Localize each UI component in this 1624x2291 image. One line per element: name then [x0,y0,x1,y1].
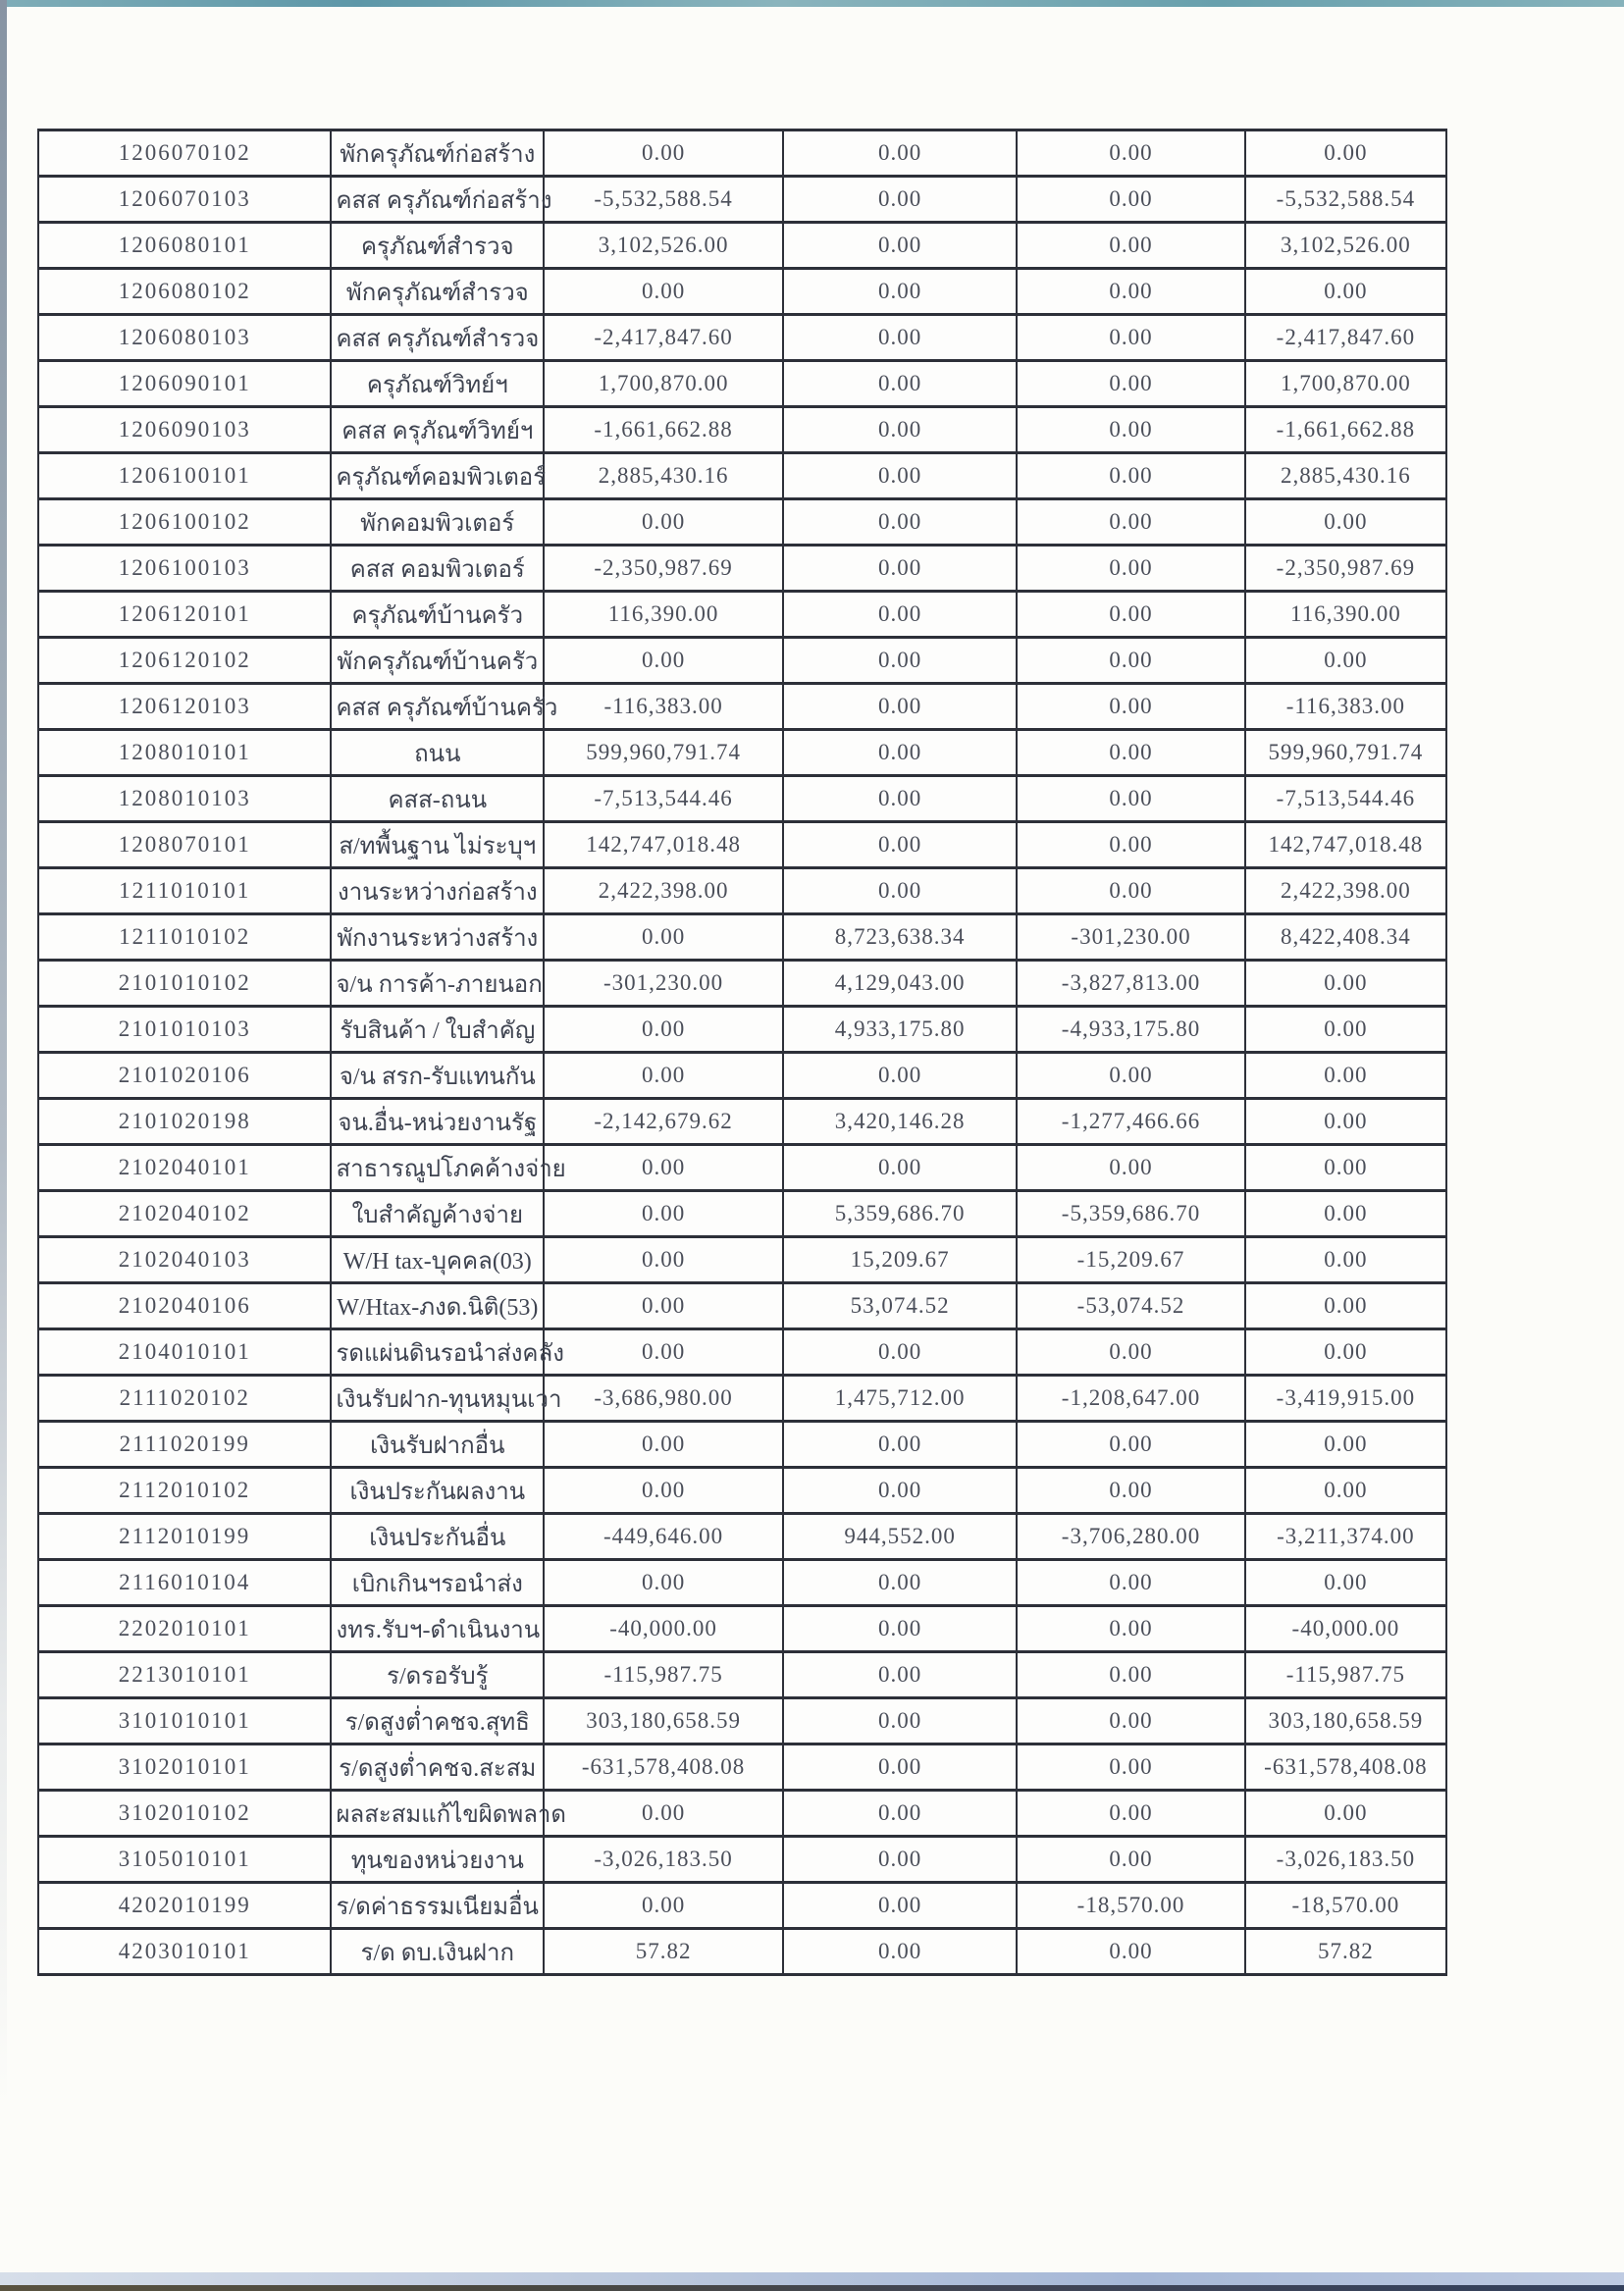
account-code-cell: 1206070103 [38,177,331,223]
amount-4-cell: 303,180,658.59 [1245,1698,1446,1744]
amount-3-cell: -1,277,466.66 [1017,1099,1244,1145]
account-name-cell: W/H tax-บุคคล(03) [331,1237,544,1283]
amount-2-cell: 8,723,638.34 [783,914,1017,961]
account-code-cell: 2102040102 [38,1191,331,1237]
account-name-cell: ใบสำคัญค้างจ่าย [331,1191,544,1237]
amount-2-cell: 0.00 [783,1791,1017,1837]
account-code-cell: 1206080101 [38,223,331,269]
account-code-cell: 2102040101 [38,1145,331,1191]
amount-4-cell: -115,987.75 [1245,1652,1446,1698]
account-name-cell: พักครุภัณฑ์สำรวจ [331,269,544,315]
amount-1-cell: -2,142,679.62 [544,1099,783,1145]
account-code-cell: 3101010101 [38,1698,331,1744]
amount-2-cell: 0.00 [783,822,1017,868]
account-code-cell: 2112010199 [38,1514,331,1560]
amount-3-cell: 0.00 [1017,1145,1244,1191]
account-name-cell: ถนน [331,730,544,776]
account-code-cell: 2102040106 [38,1283,331,1329]
amount-3-cell: 0.00 [1017,1606,1244,1652]
amount-1-cell: 0.00 [544,1237,783,1283]
amount-4-cell: -40,000.00 [1245,1606,1446,1652]
table-row [38,1929,1446,1975]
amount-3-cell: 0.00 [1017,130,1244,177]
amount-2-cell: 0.00 [783,269,1017,315]
amount-3-cell: 0.00 [1017,546,1244,592]
account-name-cell: ร/ด ดบ.เงินฝาก [331,1929,544,1975]
amount-4-cell: -18,570.00 [1245,1883,1446,1929]
amount-4-cell: 2,885,430.16 [1245,453,1446,499]
amount-4-cell: 116,390.00 [1245,592,1446,638]
amount-2-cell: 0.00 [783,638,1017,684]
amount-4-cell: 0.00 [1245,961,1446,1007]
amount-1-cell: 0.00 [544,638,783,684]
amount-1-cell: 116,390.00 [544,592,783,638]
table-row [38,1007,1446,1053]
amount-1-cell: -2,417,847.60 [544,315,783,361]
account-code-cell: 2102040103 [38,1237,331,1283]
scanner-band-bottom [0,2272,1624,2285]
amount-1-cell: -301,230.00 [544,961,783,1007]
account-name-cell: คสส ครุภัณฑ์ก่อสร้าง [331,177,544,223]
account-name-cell: เงินประกันผลงาน [331,1468,544,1514]
account-name-cell: งทร.รับฯ-ดำเนินงาน [331,1606,544,1652]
amount-4-cell: 1,700,870.00 [1245,361,1446,407]
account-code-cell: 3102010102 [38,1791,331,1837]
amount-1-cell: 0.00 [544,1053,783,1099]
table-row [38,730,1446,776]
amount-3-cell: -15,209.67 [1017,1237,1244,1283]
table-row [38,1053,1446,1099]
account-name-cell: เบิกเกินฯรอนำส่ง [331,1560,544,1606]
amount-4-cell: 0.00 [1245,1283,1446,1329]
amount-2-cell: 0.00 [783,1698,1017,1744]
account-name-cell: สาธารณูปโภคค้างจ่าย [331,1145,544,1191]
account-name-cell: ร/ดค่าธรรมเนียมอื่น [331,1883,544,1929]
account-name-cell: รดแผ่นดินรอนำส่งคลัง [331,1329,544,1376]
amount-2-cell: 0.00 [783,453,1017,499]
amount-2-cell: 0.00 [783,868,1017,914]
account-code-cell: 4202010199 [38,1883,331,1929]
amount-1-cell: 0.00 [544,1883,783,1929]
amount-1-cell: -2,350,987.69 [544,546,783,592]
table-row [38,914,1446,961]
amount-4-cell: -3,026,183.50 [1245,1837,1446,1883]
amount-1-cell: 303,180,658.59 [544,1698,783,1744]
amount-4-cell: 0.00 [1245,1791,1446,1837]
account-code-cell: 1208010103 [38,776,331,822]
account-name-cell: ร/ดรอรับรู้ [331,1652,544,1698]
account-code-cell: 1206120101 [38,592,331,638]
amount-4-cell: -116,383.00 [1245,684,1446,730]
amount-3-cell: -3,706,280.00 [1017,1514,1244,1560]
amount-2-cell: 0.00 [783,1883,1017,1929]
table-row [38,1237,1446,1283]
amount-3-cell: 0.00 [1017,730,1244,776]
amount-2-cell: 0.00 [783,1744,1017,1791]
table-row [38,407,1446,453]
account-code-cell: 1206100101 [38,453,331,499]
amount-3-cell: 0.00 [1017,499,1244,546]
amount-4-cell: 0.00 [1245,130,1446,177]
amount-4-cell: 0.00 [1245,1329,1446,1376]
amount-2-cell: 0.00 [783,1837,1017,1883]
amount-1-cell: 599,960,791.74 [544,730,783,776]
account-code-cell: 1211010101 [38,868,331,914]
table-row [38,1283,1446,1329]
account-code-cell: 2101010102 [38,961,331,1007]
amount-3-cell: 0.00 [1017,1837,1244,1883]
amount-4-cell: 3,102,526.00 [1245,223,1446,269]
account-name-cell: พักคอมพิวเตอร์ [331,499,544,546]
account-code-cell: 3105010101 [38,1837,331,1883]
amount-2-cell: 4,933,175.80 [783,1007,1017,1053]
amount-2-cell: 0.00 [783,499,1017,546]
amount-4-cell: 0.00 [1245,1560,1446,1606]
amount-3-cell: 0.00 [1017,822,1244,868]
amount-1-cell: -5,532,588.54 [544,177,783,223]
amount-3-cell: 0.00 [1017,1744,1244,1791]
amount-2-cell: 0.00 [783,223,1017,269]
amount-2-cell: 1,475,712.00 [783,1376,1017,1422]
amount-3-cell: 0.00 [1017,1560,1244,1606]
table-row [38,499,1446,546]
amount-2-cell: 0.00 [783,407,1017,453]
table-row [38,1652,1446,1698]
amount-1-cell: -115,987.75 [544,1652,783,1698]
amount-1-cell: 0.00 [544,1283,783,1329]
amount-4-cell: 0.00 [1245,1007,1446,1053]
amount-3-cell: 0.00 [1017,1791,1244,1837]
amount-3-cell: -53,074.52 [1017,1283,1244,1329]
table-row [38,315,1446,361]
account-code-cell: 1208010101 [38,730,331,776]
amount-4-cell: 0.00 [1245,499,1446,546]
table-row [38,1468,1446,1514]
amount-2-cell: 0.00 [783,1145,1017,1191]
amount-2-cell: 3,420,146.28 [783,1099,1017,1145]
amount-1-cell: -631,578,408.08 [544,1744,783,1791]
account-name-cell: ผลสะสมแก้ไขผิดพลาด [331,1791,544,1837]
table-row [38,1145,1446,1191]
account-code-cell: 2116010104 [38,1560,331,1606]
account-code-cell: 3102010101 [38,1744,331,1791]
account-name-cell: W/Htax-ภงด.นิติ(53) [331,1283,544,1329]
amount-1-cell: 0.00 [544,1422,783,1468]
amount-2-cell: 0.00 [783,1422,1017,1468]
scanner-edge-top [0,0,1624,7]
amount-1-cell: 0.00 [544,499,783,546]
account-name-cell: คสส คอมพิวเตอร์ [331,546,544,592]
table-row [38,1422,1446,1468]
amount-4-cell: 0.00 [1245,638,1446,684]
table-row [38,1514,1446,1560]
amount-3-cell: 0.00 [1017,1698,1244,1744]
amount-4-cell: -5,532,588.54 [1245,177,1446,223]
table-row [38,223,1446,269]
amount-2-cell: 0.00 [783,776,1017,822]
account-name-cell: ส/ทพื้นฐาน ไม่ระบุฯ [331,822,544,868]
account-name-cell: พักงานระหว่างสร้าง [331,914,544,961]
amount-3-cell: 0.00 [1017,1468,1244,1514]
account-code-cell: 2104010101 [38,1329,331,1376]
amount-2-cell: 0.00 [783,1468,1017,1514]
amount-2-cell: 5,359,686.70 [783,1191,1017,1237]
account-name-cell: พักครุภัณฑ์บ้านครัว [331,638,544,684]
account-name-cell: จ/น การค้า-ภายนอก [331,961,544,1007]
amount-3-cell: 0.00 [1017,684,1244,730]
amount-4-cell: 0.00 [1245,1053,1446,1099]
amount-1-cell: 142,747,018.48 [544,822,783,868]
amount-1-cell: -40,000.00 [544,1606,783,1652]
amount-2-cell: 0.00 [783,1560,1017,1606]
amount-3-cell: 0.00 [1017,223,1244,269]
amount-3-cell: -3,827,813.00 [1017,961,1244,1007]
account-code-cell: 2101010103 [38,1007,331,1053]
account-name-cell: เงินประกันอื่น [331,1514,544,1560]
table-row [38,1744,1446,1791]
amount-1-cell: 0.00 [544,914,783,961]
amount-3-cell: 0.00 [1017,1329,1244,1376]
account-code-cell: 2101020198 [38,1099,331,1145]
amount-1-cell: 2,422,398.00 [544,868,783,914]
account-code-cell: 1206120102 [38,638,331,684]
amount-2-cell: 944,552.00 [783,1514,1017,1560]
amount-2-cell: 4,129,043.00 [783,961,1017,1007]
table-row [38,130,1446,177]
amount-1-cell: -449,646.00 [544,1514,783,1560]
amount-4-cell: 0.00 [1245,269,1446,315]
account-name-cell: ครุภัณฑ์คอมพิวเตอร์ [331,453,544,499]
table-row [38,1376,1446,1422]
amount-2-cell: 0.00 [783,130,1017,177]
table-row [38,361,1446,407]
amount-1-cell: 57.82 [544,1929,783,1975]
amount-1-cell: -1,661,662.88 [544,407,783,453]
account-name-cell: งานระหว่างก่อสร้าง [331,868,544,914]
account-code-cell: 2111020199 [38,1422,331,1468]
account-code-cell: 1206100102 [38,499,331,546]
amount-2-cell: 15,209.67 [783,1237,1017,1283]
table-row [38,453,1446,499]
amount-2-cell: 0.00 [783,1652,1017,1698]
table-row [38,177,1446,223]
amount-3-cell: 0.00 [1017,868,1244,914]
table-row [38,1791,1446,1837]
account-name-cell: พักครุภัณฑ์ก่อสร้าง [331,130,544,177]
account-code-cell: 1206090103 [38,407,331,453]
account-ledger-table [37,129,1447,1976]
amount-3-cell: -1,208,647.00 [1017,1376,1244,1422]
amount-1-cell: 0.00 [544,1007,783,1053]
amount-3-cell: -301,230.00 [1017,914,1244,961]
table-row [38,1883,1446,1929]
amount-2-cell: 0.00 [783,730,1017,776]
table-row [38,822,1446,868]
account-name-cell: ครุภัณฑ์บ้านครัว [331,592,544,638]
table-row [38,1698,1446,1744]
amount-3-cell: 0.00 [1017,407,1244,453]
amount-1-cell: 2,885,430.16 [544,453,783,499]
amount-3-cell: 0.00 [1017,1053,1244,1099]
account-name-cell: คสส ครุภัณฑ์บ้านครัว [331,684,544,730]
amount-3-cell: -5,359,686.70 [1017,1191,1244,1237]
account-name-cell: จน.อื่น-หน่วยงานรัฐ [331,1099,544,1145]
table-row [38,1099,1446,1145]
account-name-cell: รับสินค้า / ใบสำคัญ [331,1007,544,1053]
amount-4-cell: 142,747,018.48 [1245,822,1446,868]
amount-1-cell: 0.00 [544,1191,783,1237]
amount-2-cell: 0.00 [783,315,1017,361]
account-code-cell: 1206120103 [38,684,331,730]
amount-1-cell: 0.00 [544,269,783,315]
account-name-cell: จ/น สรก-รับแทนกัน [331,1053,544,1099]
amount-4-cell: -631,578,408.08 [1245,1744,1446,1791]
amount-4-cell: -2,350,987.69 [1245,546,1446,592]
amount-4-cell: 57.82 [1245,1929,1446,1975]
amount-1-cell: 0.00 [544,130,783,177]
amount-2-cell: 0.00 [783,1053,1017,1099]
amount-4-cell: 0.00 [1245,1422,1446,1468]
amount-4-cell: 0.00 [1245,1099,1446,1145]
table-row [38,1329,1446,1376]
amount-4-cell: -2,417,847.60 [1245,315,1446,361]
amount-2-cell: 53,074.52 [783,1283,1017,1329]
amount-3-cell: 0.00 [1017,638,1244,684]
account-code-cell: 2112010102 [38,1468,331,1514]
table-row [38,961,1446,1007]
amount-2-cell: 0.00 [783,177,1017,223]
amount-1-cell: 0.00 [544,1145,783,1191]
amount-4-cell: -3,211,374.00 [1245,1514,1446,1560]
amount-1-cell: -3,686,980.00 [544,1376,783,1422]
account-code-cell: 1206070102 [38,130,331,177]
amount-4-cell: -3,419,915.00 [1245,1376,1446,1422]
amount-3-cell: 0.00 [1017,361,1244,407]
amount-1-cell: 1,700,870.00 [544,361,783,407]
amount-3-cell: 0.00 [1017,1929,1244,1975]
amount-2-cell: 0.00 [783,1329,1017,1376]
account-code-cell: 1208070101 [38,822,331,868]
account-name-cell: คสส ครุภัณฑ์วิทย์ฯ [331,407,544,453]
amount-3-cell: 0.00 [1017,453,1244,499]
amount-2-cell: 0.00 [783,546,1017,592]
account-code-cell: 1206100103 [38,546,331,592]
table-row [38,1191,1446,1237]
account-code-cell: 2213010101 [38,1652,331,1698]
table-row [38,546,1446,592]
table-row [38,1606,1446,1652]
amount-4-cell: -1,661,662.88 [1245,407,1446,453]
table-row [38,638,1446,684]
amount-4-cell: -7,513,544.46 [1245,776,1446,822]
account-code-cell: 1206080102 [38,269,331,315]
amount-3-cell: 0.00 [1017,269,1244,315]
amount-1-cell: -7,513,544.46 [544,776,783,822]
amount-3-cell: 0.00 [1017,592,1244,638]
account-code-cell: 2101020106 [38,1053,331,1099]
account-code-cell: 1211010102 [38,914,331,961]
amount-1-cell: 3,102,526.00 [544,223,783,269]
amount-2-cell: 0.00 [783,361,1017,407]
account-name-cell: เงินรับฝาก-ทุนหมุนเวา [331,1376,544,1422]
table-row [38,1837,1446,1883]
amount-1-cell: 0.00 [544,1560,783,1606]
amount-3-cell: 0.00 [1017,1652,1244,1698]
amount-2-cell: 0.00 [783,684,1017,730]
account-name-cell: ร/ดสูงต่ำคชจ.สะสม [331,1744,544,1791]
amount-3-cell: 0.00 [1017,177,1244,223]
account-name-cell: ครุภัณฑ์วิทย์ฯ [331,361,544,407]
account-name-cell: คสส-ถนน [331,776,544,822]
account-code-cell: 1206080103 [38,315,331,361]
table-row [38,868,1446,914]
amount-1-cell: 0.00 [544,1329,783,1376]
amount-2-cell: 0.00 [783,1929,1017,1975]
amount-3-cell: 0.00 [1017,315,1244,361]
scanner-edge-left [0,0,7,2291]
table-row [38,592,1446,638]
amount-4-cell: 0.00 [1245,1145,1446,1191]
amount-4-cell: 0.00 [1245,1468,1446,1514]
amount-3-cell: -4,933,175.80 [1017,1007,1244,1053]
account-code-cell: 2202010101 [38,1606,331,1652]
amount-1-cell: -3,026,183.50 [544,1837,783,1883]
amount-3-cell: -18,570.00 [1017,1883,1244,1929]
amount-4-cell: 599,960,791.74 [1245,730,1446,776]
amount-4-cell: 2,422,398.00 [1245,868,1446,914]
amount-4-cell: 8,422,408.34 [1245,914,1446,961]
table-row [38,1560,1446,1606]
amount-3-cell: 0.00 [1017,776,1244,822]
account-name-cell: ครุภัณฑ์สำรวจ [331,223,544,269]
account-code-cell: 4203010101 [38,1929,331,1975]
scanner-edge-bottom [0,2285,1624,2291]
amount-4-cell: 0.00 [1245,1191,1446,1237]
amount-1-cell: 0.00 [544,1468,783,1514]
account-name-cell: ร/ดสูงต่ำคชจ.สุทธิ [331,1698,544,1744]
account-code-cell: 2111020102 [38,1376,331,1422]
account-name-cell: ทุนของหน่วยงาน [331,1837,544,1883]
amount-2-cell: 0.00 [783,1606,1017,1652]
amount-1-cell: 0.00 [544,1791,783,1837]
amount-1-cell: -116,383.00 [544,684,783,730]
table-row [38,776,1446,822]
amount-4-cell: 0.00 [1245,1237,1446,1283]
table-row [38,269,1446,315]
amount-3-cell: 0.00 [1017,1422,1244,1468]
account-name-cell: คสส ครุภัณฑ์สำรวจ [331,315,544,361]
table-row [38,684,1446,730]
amount-2-cell: 0.00 [783,592,1017,638]
account-name-cell: เงินรับฝากอื่น [331,1422,544,1468]
account-code-cell: 1206090101 [38,361,331,407]
